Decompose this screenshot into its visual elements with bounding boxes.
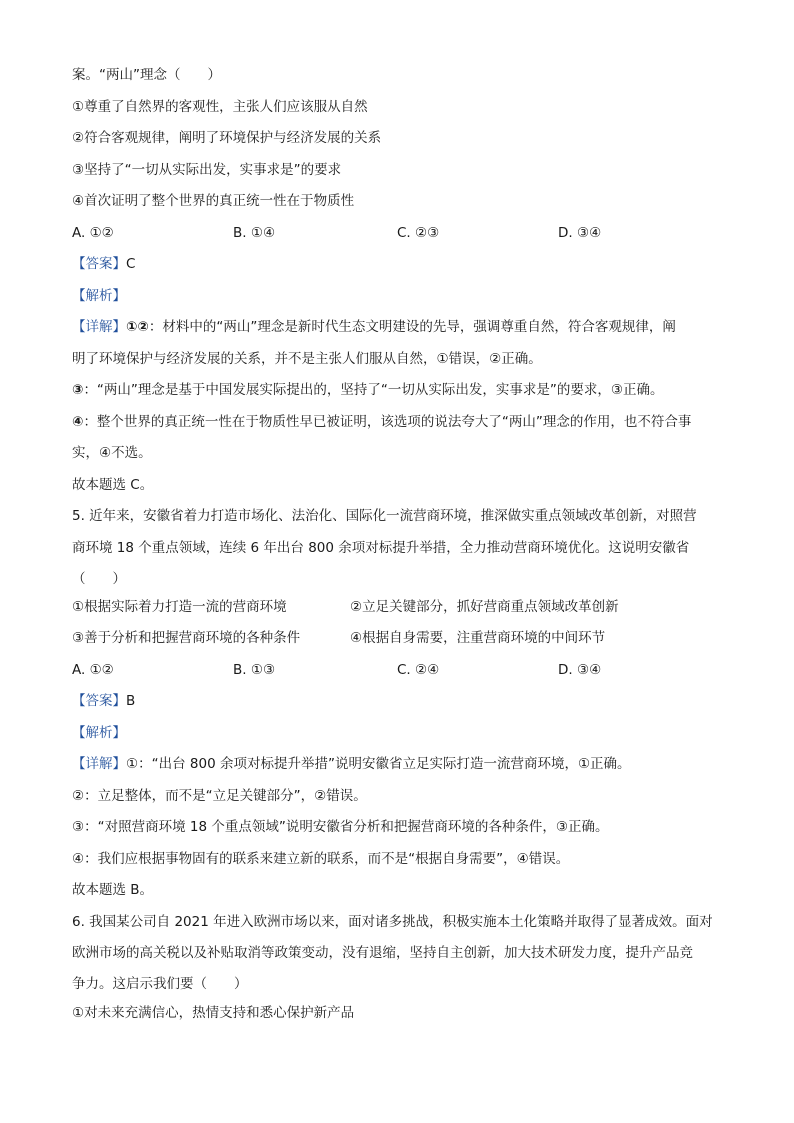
q5-options bbox=[72, 661, 732, 679]
q5-detail-line-1 bbox=[72, 755, 732, 773]
q4-p2 bbox=[72, 381, 732, 399]
q4-p1-bold: ①② bbox=[126, 319, 149, 335]
q6-stem-line-1: 6. 我国某公司自 2021 年进入欧洲市场以来，面对诸多挑战，积极实施本土化策略并取得了显著成效。面对 bbox=[72, 914, 713, 930]
q4-option-d: D. ③④ bbox=[558, 225, 602, 241]
q4-analysis-label: 【解析】 bbox=[72, 288, 126, 304]
q5-d3: ③：“对照营商环境 18 个重点领域”说明安徽省分析和把握营商环境的各种条件，③正确。 bbox=[72, 819, 609, 835]
q5-stem-line-1: 5. 近年来，安徽省着力打造市场化、法治化、国际化一流营商环境，推深做实重点领域改革创新，对照营 bbox=[72, 508, 697, 524]
q6-stem-line-3: 争力。这启示我们要（ ） bbox=[72, 976, 248, 992]
q4-stem-tail: 案。“两山”理念（ ） bbox=[72, 67, 221, 83]
q4-p3-text: ：整个世界的真正统一性在于物质性早已被证明，该选项的说法夸大了“两山”理念的作用，也不符合事 bbox=[83, 414, 692, 430]
q4-p2-bold: ③ bbox=[72, 382, 84, 398]
q5-items-row-1 bbox=[72, 598, 732, 616]
q5-items-row-2 bbox=[72, 629, 732, 647]
q4-p1-line1: ：材料中的“两山”理念是新时代生态文明建设的先导，强调尊重自然，符合客观规律，阐 bbox=[148, 319, 676, 335]
q4-detail-label: 【详解】 bbox=[72, 319, 126, 335]
q5-option-b: B. ①③ bbox=[233, 662, 276, 678]
q5-detail-label: 【详解】 bbox=[72, 756, 126, 772]
q4-option-b: B. ①④ bbox=[233, 225, 276, 241]
q4-option-a: A. ①② bbox=[72, 225, 114, 241]
q5-stem-line-3: （ ） bbox=[72, 571, 126, 587]
q4-answer-label: 【答案】 bbox=[72, 256, 126, 272]
q4-p3-line2: 实，④不选。 bbox=[72, 445, 152, 461]
q4-p2-text: ：“两山”理念是基于中国发展实际提出的，坚持了“一切从实际出发，实事求是”的要求，③正确。 bbox=[83, 382, 664, 398]
q4-item-2: ②符合客观规律，阐明了环境保护与经济发展的关系 bbox=[72, 130, 382, 146]
q4-item-3: ③坚持了“一切从实际出发，实事求是”的要求 bbox=[72, 162, 342, 178]
q5-item-4: ④根据自身需要，注重营商环境的中间环节 bbox=[350, 630, 606, 646]
q4-option-c: C. ②③ bbox=[397, 225, 440, 241]
q6-stem-line-2: 欧洲市场的高关税以及补贴取消等政策变动，没有退缩，坚持自主创新，加大技术研发力度，提升产品竞 bbox=[72, 945, 693, 961]
q5-item-1: ①根据实际着力打造一流的营商环境 bbox=[72, 599, 287, 615]
q4-detail-line-1 bbox=[72, 318, 732, 336]
q4-p1-line2: 明了环境保护与经济发展的关系，并不是主张人们服从自然，①错误，②正确。 bbox=[72, 351, 542, 367]
q5-answer bbox=[72, 692, 732, 710]
q4-answer bbox=[72, 255, 732, 273]
q4-p3-line1 bbox=[72, 413, 732, 431]
q5-answer-value: B bbox=[126, 693, 136, 709]
q5-d2: ②：立足整体，而不是“立足关键部分”，②错误。 bbox=[72, 788, 367, 804]
q5-option-a: A. ①② bbox=[72, 662, 114, 678]
q4-item-1: ①尊重了自然界的客观性，主张人们应该服从自然 bbox=[72, 99, 368, 115]
q5-option-d: D. ③④ bbox=[558, 662, 602, 678]
q5-analysis-label: 【解析】 bbox=[72, 725, 126, 741]
q5-d4: ④：我们应根据事物固有的联系来建立新的联系，而不是“根据自身需要”，④错误。 bbox=[72, 851, 570, 867]
q5-conclusion: 故本题选 B。 bbox=[72, 882, 154, 898]
q4-options bbox=[72, 224, 732, 242]
q4-item-4: ④首次证明了整个世界的真正统一性在于物质性 bbox=[72, 193, 355, 209]
q5-option-c: C. ②④ bbox=[397, 662, 440, 678]
q6-item-1: ①对未来充满信心，热情支持和悉心保护新产品 bbox=[72, 1005, 355, 1021]
q5-stem-line-2: 商环境 18 个重点领域，连续 6 年出台 800 余项对标提升举措，全力推动营商环境优化。这说明安徽省 bbox=[72, 540, 690, 556]
q4-p3-bold: ④ bbox=[72, 414, 84, 430]
q5-item-2: ②立足关键部分，抓好营商重点领域改革创新 bbox=[350, 599, 619, 615]
q4-answer-value: C bbox=[126, 256, 136, 272]
q5-item-3: ③善于分析和把握营商环境的各种条件 bbox=[72, 630, 301, 646]
q5-d1: ①：“出台 800 余项对标提升举措”说明安徽省立足实际打造一流营商环境，①正确。 bbox=[126, 756, 631, 772]
q5-answer-label: 【答案】 bbox=[72, 693, 126, 709]
q4-conclusion: 故本题选 C。 bbox=[72, 477, 154, 493]
